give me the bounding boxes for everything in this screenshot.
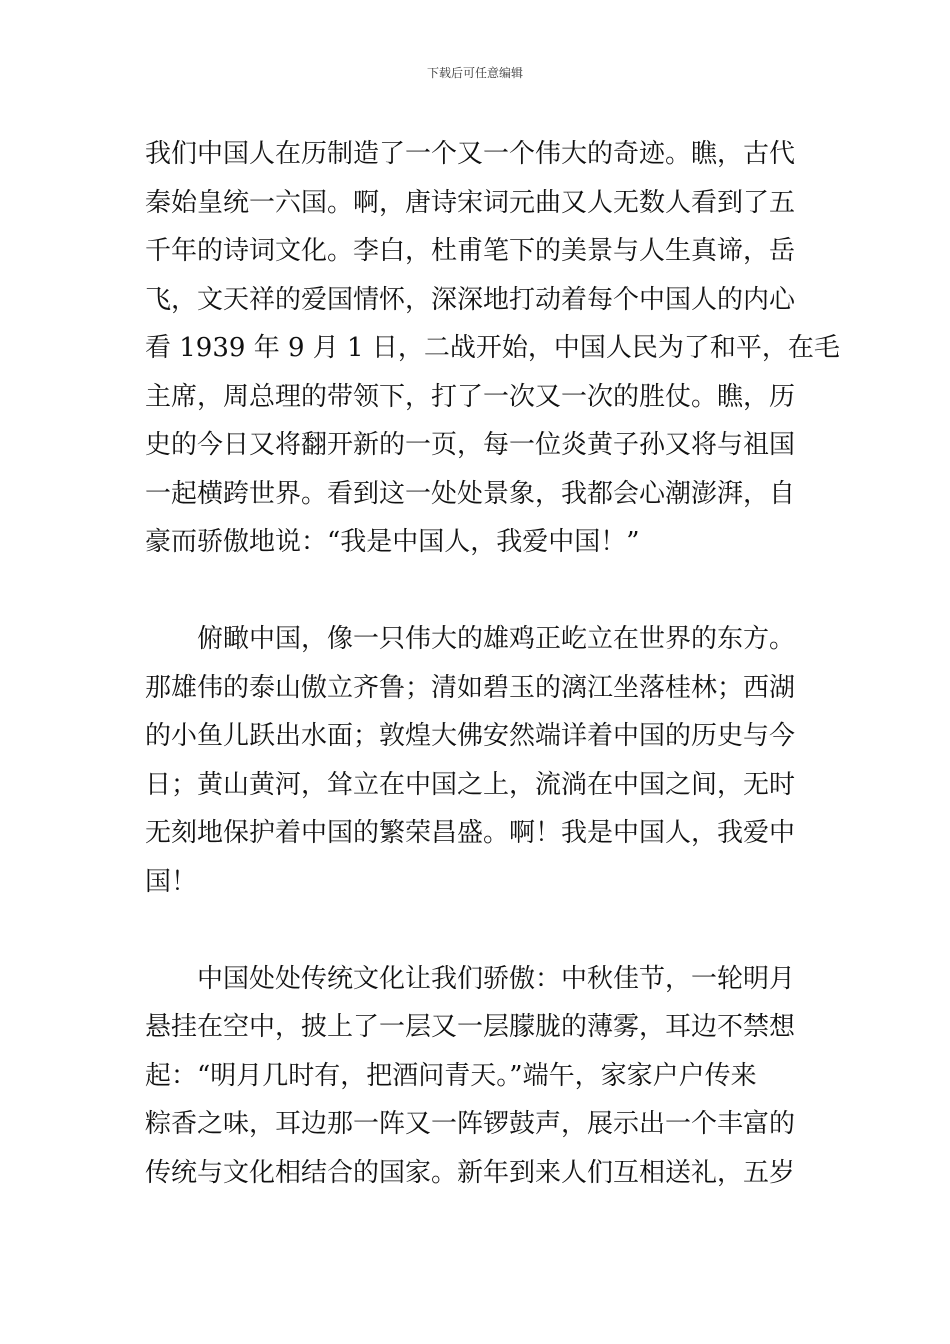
paragraph-2 <box>145 615 810 906</box>
text-line: 的小鱼儿跃出水面；敦煌大佛安然端详着中国的历史与今 <box>145 721 796 751</box>
text-line: 史的今日又将翻开新的一页，每一位炎黄子孙又将与祖国 <box>145 430 796 460</box>
text-line: 粽香之味，耳边那一阵又一阵锣鼓声，展示出一个丰富的 <box>145 1109 796 1139</box>
text-line: 主席，周总理的带领下，打了一次又一次的胜仗。瞧，历 <box>145 381 796 412</box>
page-header: 下载后可任意编辑 <box>426 66 523 80</box>
text-line: 俯瞰中国，像一只伟大的雄鸡正屹立在世界的东方。 <box>197 624 796 654</box>
text-line: 看 1939 年 9 月 1 日，二战开始，中国人民为了和平，在毛 <box>145 333 840 363</box>
text-line: 千年的诗词文化。李白，杜甫笔下的美景与人生真谛，岳 <box>145 236 796 266</box>
text-line: 一起横跨世界。看到这一处处景象，我都会心潮澎湃，自 <box>145 478 796 509</box>
document-body <box>145 130 840 1197</box>
text-line: 中国处处传统文化让我们骄傲：中秋佳节，一轮明月 <box>197 963 796 994</box>
text-line: 豪而骄傲地说：“我是中国人，我爱中国！” <box>145 527 640 557</box>
text-line: 国！ <box>145 866 198 897</box>
text-line: 我们中国人在历制造了一个又一个伟大的奇迹。瞧，古代 <box>145 139 796 169</box>
text-line: 传统与文化相结合的国家。新年到来人们互相送礼，五岁 <box>145 1157 796 1188</box>
text-line: 起：“明月几时有，把酒问青天。”端午，家家户户传来 <box>145 1060 757 1091</box>
paragraph-1 <box>145 130 840 567</box>
text-line: 悬挂在空中，披上了一层又一层朦胧的薄雾，耳边不禁想 <box>145 1012 796 1042</box>
text-line: 无刻地保护着中国的繁荣昌盛。啊！我是中国人，我爱中 <box>145 818 796 848</box>
paragraph-spacer <box>145 906 810 955</box>
text-line: 秦始皇统一六国。啊，唐诗宋词元曲又人无数人看到了五 <box>145 187 796 218</box>
paragraph-spacer <box>145 567 810 616</box>
text-line: 日；黄山黄河，耸立在中国之上，流淌在中国之间，无时 <box>145 769 796 800</box>
text-line: 那雄伟的泰山傲立齐鲁；清如碧玉的漓江坐落桂林；西湖 <box>145 672 796 703</box>
paragraph-3 <box>145 955 810 1198</box>
text-line: 飞，文天祥的爱国情怀，深深地打动着每个中国人的内心 <box>145 284 796 315</box>
